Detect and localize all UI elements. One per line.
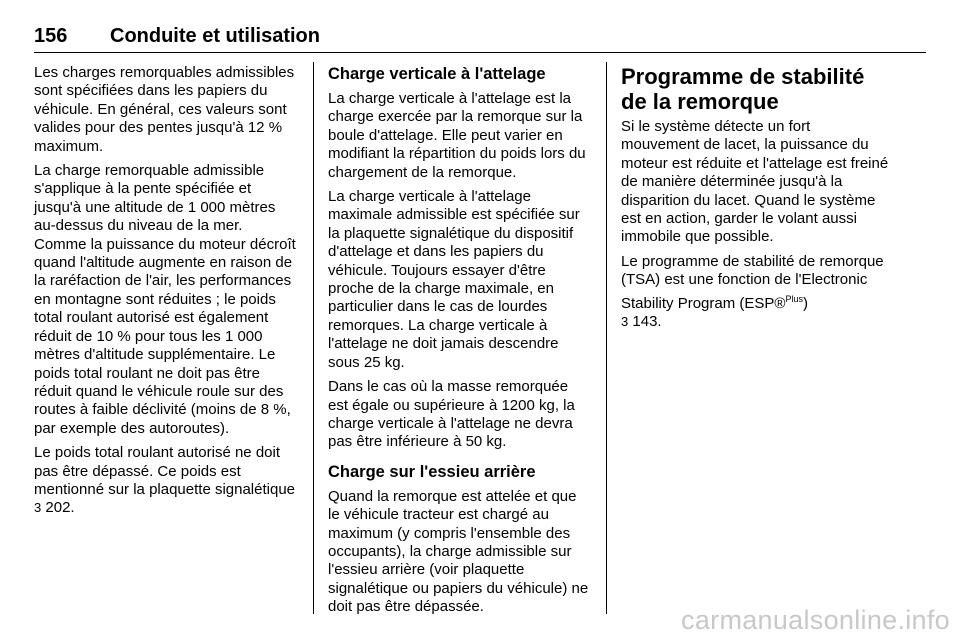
page-ref-arrow-icon: 3 [34, 500, 42, 516]
section-heading: Charge sur l'essieu arrière [328, 462, 536, 481]
column-2 [328, 64, 592, 623]
column-divider [606, 62, 607, 614]
paragraph: La charge verticale à l'attelage maximale admissible est spécifiée sur la plaquette signalétique du dispositif d'attelage et dans les papiers du véhicule. Toujours essayer d'être proche de la charge maximale, en particulier dans le cas de lourdes remorques. La charge verticale à l'attelage ne doit jamais descendre sous 25 kg. [328, 188, 580, 371]
watermark: carmanualsonline.info [681, 605, 950, 635]
section-heading: Programme de stabilité de la remorque [621, 64, 865, 114]
paragraph: La charge remorquable admissible s'applique à la pente spécifiée et jusqu'à une altitude de 1 000 mètres au-dessus du niveau de la mer. Comme la puissance du moteur décroît quand l'altitude augmente en raison de la raréfaction de l'air, les performances en montagne sont réduites ; le poids total roulant autorisé est également réduit de 10 % pour tous les 1 000 mètres d'altitude supplémentaire. Le poids total roulant ne doit pas être réduit quand le véhicule roule sur des routes à faible déclivité (moins de 8 %, par exemple des autoroutes). [34, 162, 296, 437]
header-rule [34, 52, 926, 53]
paragraph: Le programme de stabilité de remorque (TSA) est une fonction de l'Electronic Stability Program (ESP®$^{Plus}$) 3 143. [621, 252, 884, 331]
paragraph: La charge verticale à l'attelage est la charge exercée par la remorque sur la boule d'attelage. Elle peut varier en modifiant la répartition du poids lors du chargement de la remorque. [328, 90, 586, 181]
page-ref-arrow-icon: 3 [621, 314, 629, 330]
column-1 [34, 64, 298, 524]
paragraph: Le poids total roulant autorisé ne doit pas être dépassé. Ce poids est mentionné sur la plaquette signalétique 3 202. [34, 444, 296, 517]
paragraph: Dans le cas où la masse remorquée est égale ou supérieure à 1200 kg, la charge verticale à l'attelage ne devra pas être inférieure à 50 kg. [328, 378, 575, 451]
paragraph: Si le système détecte un fort mouvement de lacet, la puissance du moteur est réduite et l'attelage est freiné de manière déterminée jusqu'à la disparition du lacet. Quand le système est en action, garder le volant aussi immobile que possible. [621, 118, 889, 246]
page-reference-link[interactable]: 202. [45, 499, 75, 517]
page-header [34, 24, 930, 48]
paragraph: Les charges remorquables admissibles sont spécifiées dans les papiers du véhicule. En général, ces valeurs sont valides pour des pentes jusqu'à 12 % maximum. [34, 64, 295, 155]
paragraph: Quand la remorque est attelée et que le véhicule tracteur est chargé au maximum (y compris l'ensemble des occupants), la charge admissible sur l'essieu arrière (voir plaquette signalétique ou papiers du véhicule) ne doit pas être dépassée. [328, 487, 589, 616]
page-number: 156 [34, 25, 68, 47]
column-3 [621, 64, 891, 337]
column-divider [313, 62, 314, 614]
page-reference-link[interactable]: 143. [632, 313, 662, 331]
section-heading: Charge verticale à l'attelage [328, 65, 546, 83]
page-title: Conduite et utilisation [110, 25, 320, 47]
